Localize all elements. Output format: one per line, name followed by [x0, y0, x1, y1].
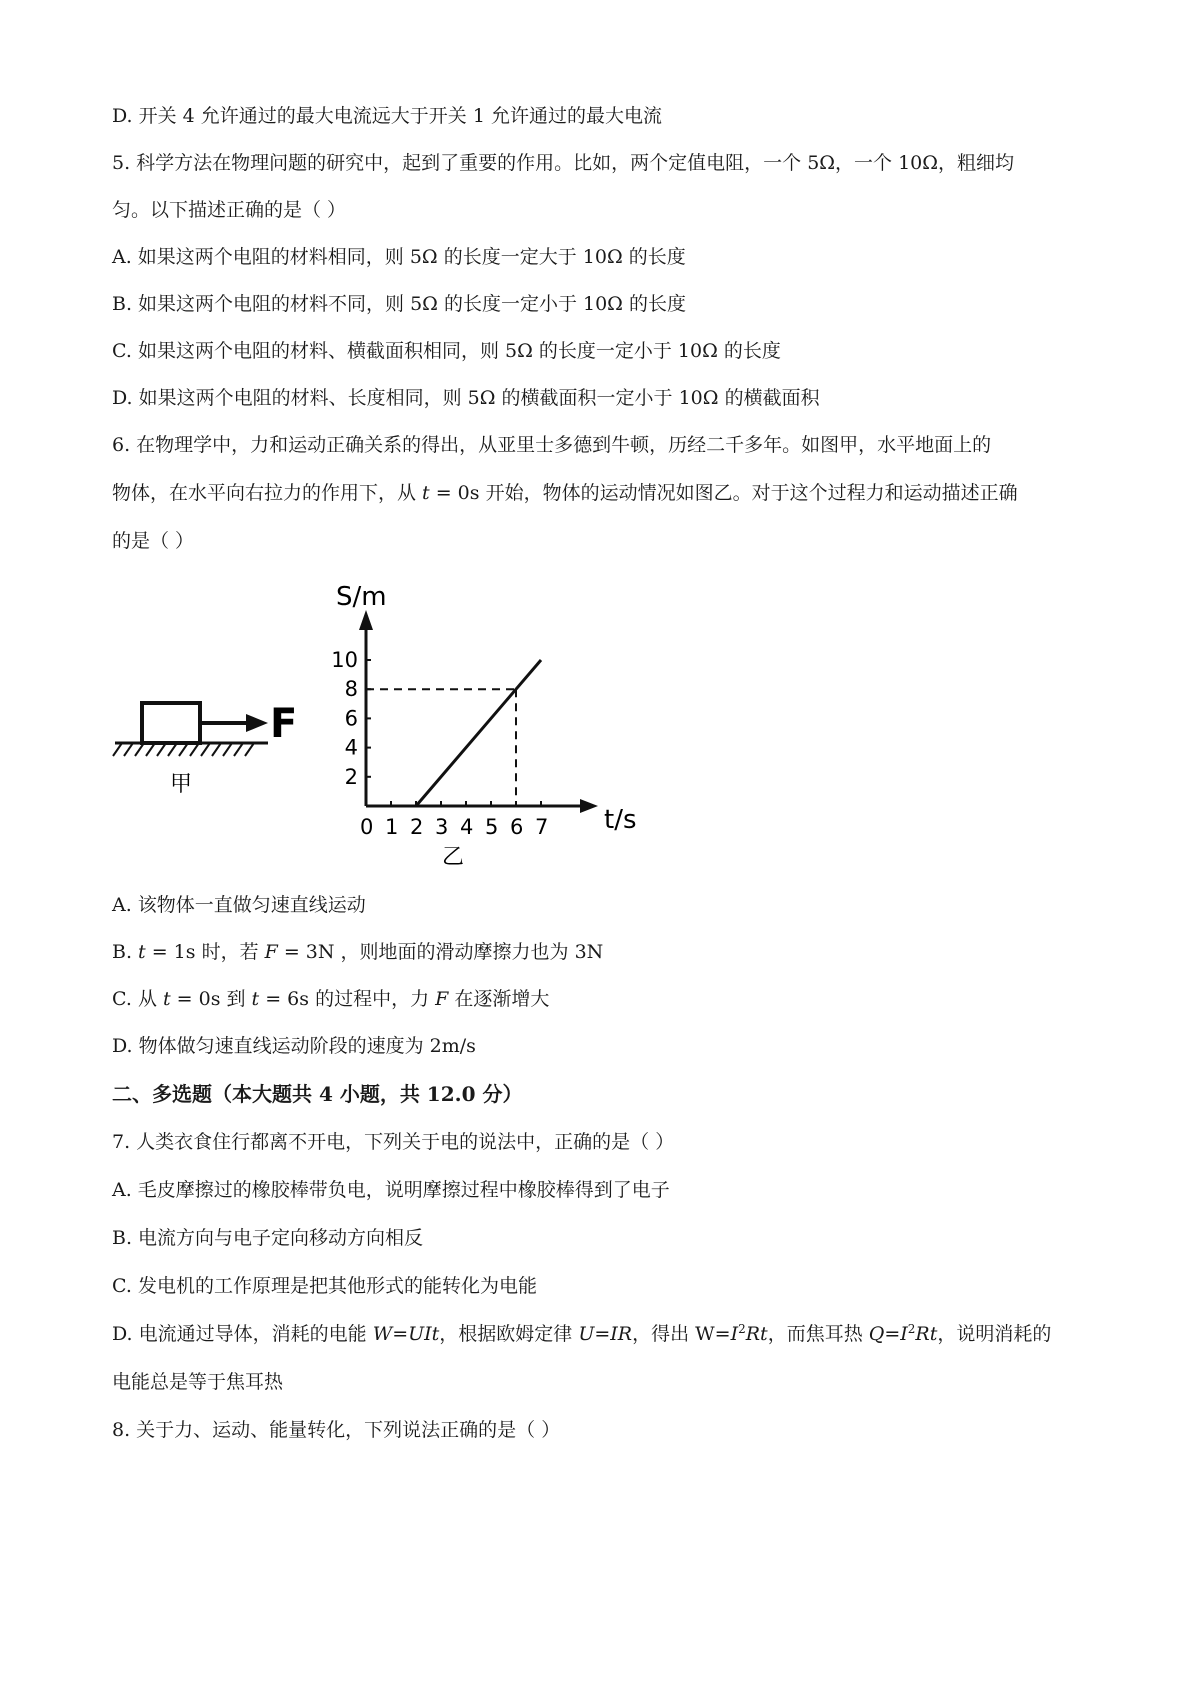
hatch-mark — [124, 743, 133, 756]
y-axis-label: S/m — [336, 582, 387, 612]
q7-option-a: A. 毛皮摩擦过的橡胶棒带负电，说明摩擦过程中橡胶棒得到了电子 — [112, 1179, 670, 1201]
q7-option-b: B. 电流方向与电子定向移动方向相反 — [112, 1227, 424, 1249]
hatch-mark — [135, 743, 144, 756]
q7-option-d-line2: 电能总是等于焦耳热 — [112, 1371, 284, 1393]
x-tick-label: 2 — [410, 815, 424, 839]
q6-stem-line2: 物体，在水平向右拉力的作用下，从 t = 0s 开始，物体的运动情况如图乙。对于这个过程力和运动描述正确 — [112, 482, 1018, 504]
x-tick-label: 7 — [535, 815, 549, 839]
q6-option-b: B. t = 1s 时，若 F = 3N ，则地面的滑动摩擦力也为 3N — [112, 941, 604, 963]
y-axis-arrowhead — [359, 610, 373, 630]
q6-stem-line1: 6. 在物理学中，力和运动正确关系的得出，从亚里士多德到牛顿，历经二千多年。如图甲，水平地面上的 — [112, 434, 992, 456]
x-tick-label: 5 — [485, 815, 499, 839]
q7-option-d-line1: D. 电流通过导体，消耗的电能 W=UIt，根据欧姆定律 U=IR，得出 $W=I^2Rt$，而焦耳热 $Q=I^2Rt$，说明消耗的 — [112, 1322, 1052, 1345]
q5-option-d: D. 如果这两个电阻的材料、长度相同，则 5Ω 的横截面积一定小于 10Ω 的横截面积 — [112, 387, 820, 409]
y-tick-label: 4 — [344, 735, 358, 760]
q7-stem: 7. 人类衣食住行都离不开电，下列关于电的说法中，正确的是（ ） — [112, 1131, 675, 1153]
hatch-mark — [245, 743, 254, 756]
x-tick-label: 4 — [460, 815, 474, 839]
q5-option-c: C. 如果这两个电阻的材料、横截面积相同，则 5Ω 的长度一定小于 10Ω 的长度 — [112, 340, 781, 362]
hatch-mark — [223, 743, 232, 756]
x-axis-label: t/s — [604, 805, 637, 835]
caption-jia: 甲 — [170, 772, 193, 797]
q5-option-b: B. 如果这两个电阻的材料不同，则 5Ω 的长度一定小于 10Ω 的长度 — [112, 293, 686, 315]
force-arrowhead — [246, 714, 268, 732]
hatch-mark — [113, 743, 122, 756]
x-tick-label: 6 — [510, 815, 524, 839]
q6-option-a: A. 该物体一直做匀速直线运动 — [112, 894, 366, 916]
force-label: F — [270, 701, 298, 747]
x-tick-label: 3 — [435, 815, 449, 839]
figure-yi-graph — [331, 582, 636, 870]
q5-stem-line1: 5. 科学方法在物理问题的研究中，起到了重要的作用。比如，两个定值电阻，一个 5Ω，一个 10Ω，粗细均 — [112, 152, 1015, 174]
section-heading: 二、多选题（本大题共 4 小题，共 12.0 分） — [112, 1082, 523, 1106]
q4-option-d: D. 开关 4 允许通过的最大电流远大于开关 1 允许通过的最大电流 — [112, 105, 662, 127]
y-tick-label: 10 — [331, 648, 358, 672]
caption-yi: 乙 — [442, 845, 465, 870]
y-tick-label: 8 — [344, 677, 358, 702]
hatch-mark — [234, 743, 243, 756]
q8-stem: 8. 关于力、运动、能量转化，下列说法正确的是（ ） — [112, 1419, 561, 1441]
q6-figure — [110, 578, 670, 878]
x-axis-arrowhead — [580, 799, 598, 813]
series-line — [416, 660, 541, 806]
y-tick-label: 2 — [344, 764, 358, 789]
q6-stem-line3: 的是（ ） — [112, 530, 195, 552]
hatch-mark — [201, 743, 210, 756]
q7-option-c: C. 发电机的工作原理是把其他形式的能转化为电能 — [112, 1275, 537, 1297]
x-tick-label: 1 — [385, 815, 399, 839]
q5-option-a: A. 如果这两个电阻的材料相同，则 5Ω 的长度一定大于 10Ω 的长度 — [112, 246, 686, 268]
q6-option-c: C. 从 t = 0s 到 t = 6s 的过程中，力 F 在逐渐增大 — [112, 988, 550, 1010]
figure-jia — [113, 701, 297, 797]
q5-stem-line2: 匀。以下描述正确的是（ ） — [112, 199, 347, 221]
x-tick-label: 0 — [360, 815, 374, 839]
q6-option-d: D. 物体做匀速直线运动阶段的速度为 2m/s — [112, 1035, 476, 1057]
y-tick-label: 6 — [344, 706, 358, 731]
hatch-mark — [212, 743, 221, 756]
block — [142, 703, 200, 743]
